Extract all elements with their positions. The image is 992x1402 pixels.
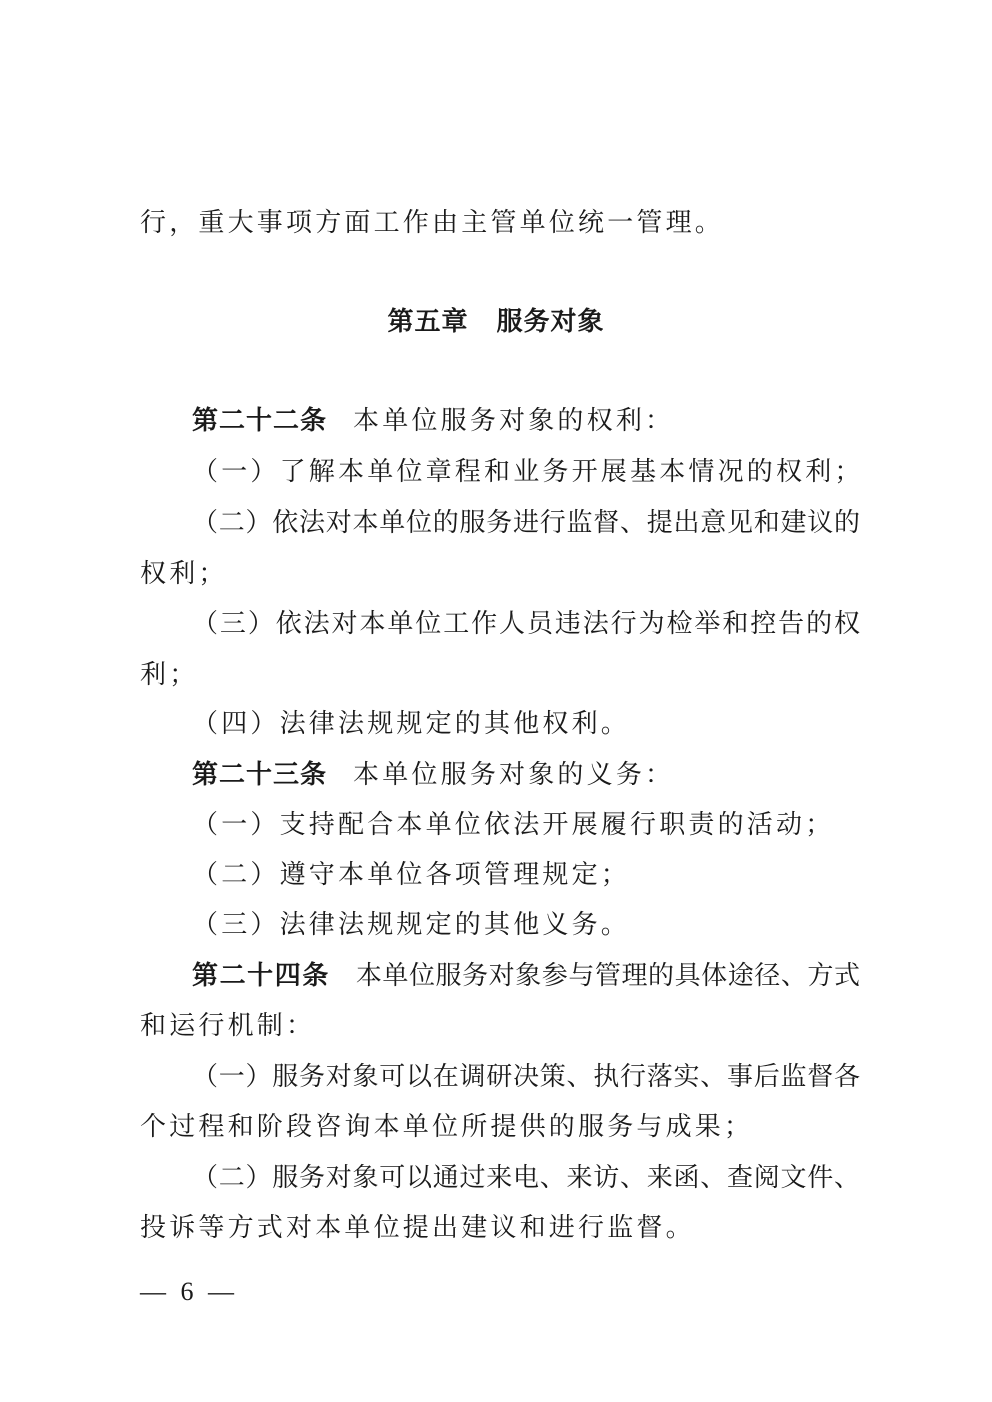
article-24-text: 本单位服务对象参与管理的具体途径、方式 (355, 961, 860, 991)
article-24-item-2: （二）服务对象可以通过来电、来访、来函、查阅文件、 (192, 1163, 860, 1193)
article-24-item-1-cont: 个过程和阶段咨询本单位所提供的服务与成果； (140, 1112, 754, 1142)
article-24-heading (192, 959, 860, 993)
chapter-heading (0, 305, 992, 339)
article-22-text: 本单位服务对象的权利： (353, 406, 675, 436)
article-22-label: 第二十二条 (192, 406, 328, 436)
article-22-item-2-cont: 权利； (140, 559, 228, 589)
article-22-heading (192, 404, 860, 438)
article-22-item-1: （一）了解本单位章程和业务开展基本情况的权利； (192, 457, 864, 487)
article-22-item-2: （二）依法对本单位的服务进行监督、提出意见和建议的 (192, 508, 860, 538)
article-22-item-3-cont: 利； (140, 660, 199, 690)
article-24-item-2-cont: 投诉等方式对本单位提出建议和进行监督。 (140, 1213, 695, 1243)
article-23-heading (192, 758, 860, 792)
article-22-item-4: （四）法律法规规定的其他权利。 (192, 709, 631, 739)
article-23-item-1: （一）支持配合本单位依法开展履行职责的活动； (192, 810, 835, 840)
article-24-text-cont: 和运行机制： (140, 1011, 316, 1041)
chapter-number: 第五章 (387, 307, 469, 337)
article-24-label: 第二十四条 (192, 961, 330, 991)
article-23-item-3: （三）法律法规规定的其他义务。 (192, 910, 631, 940)
article-23-label: 第二十三条 (192, 760, 328, 790)
article-22-item-3: （三）依法对本单位工作人员违法行为检举和控告的权 (192, 609, 860, 639)
page-number: — 6 — (140, 1277, 238, 1306)
continuation-line: 行，重大事项方面工作由主管单位统一管理。 (140, 208, 725, 238)
chapter-title: 服务对象 (496, 307, 605, 337)
article-23-item-2: （二）遵守本单位各项管理规定； (192, 860, 631, 890)
article-24-item-1: （一）服务对象可以在调研决策、执行落实、事后监督各 (192, 1062, 860, 1092)
article-23-text: 本单位服务对象的义务： (353, 760, 675, 790)
